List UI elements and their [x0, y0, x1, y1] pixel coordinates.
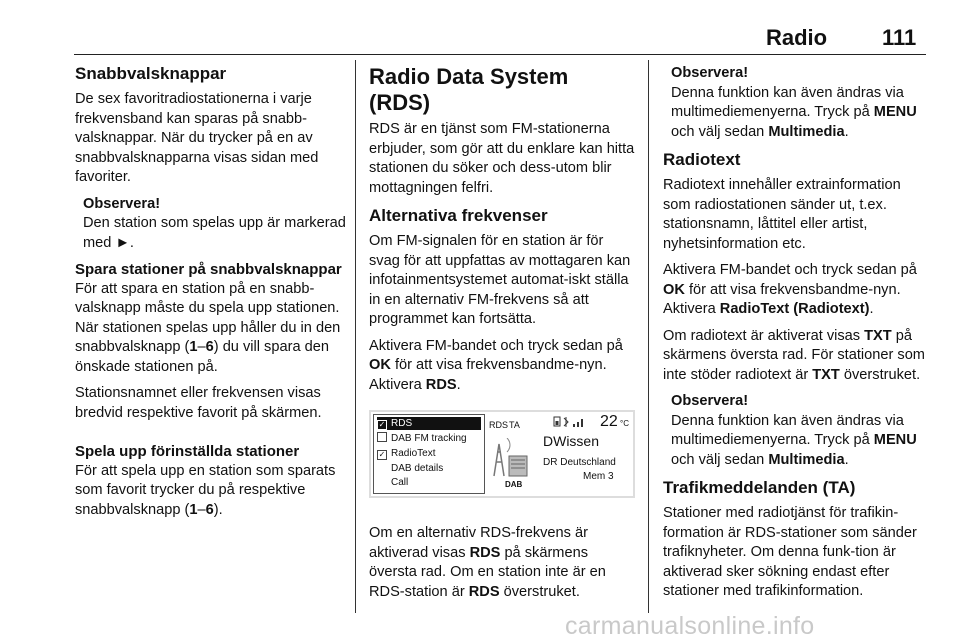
paragraph: Aktivera FM-bandet och tryck sedan på OK för att visa frekvensbandme-nyn. Aktivera RDS.: [369, 337, 623, 393]
paragraph: Stationer med radiotjänst för trafikin-formation är RDS-stationer som sänder trafiknyheter. Om denna funk-tion är aktiverad sker sökning endast efter stationer med trafikinformation.: [663, 505, 917, 599]
menu-item-rds: ✓ RDS: [377, 417, 481, 430]
radio-screen-image: [369, 410, 635, 498]
note-title: Observera!: [671, 393, 749, 409]
station-name: DWissen: [543, 433, 600, 449]
paragraph: Om en alternativ RDS-frekvens är aktiverad visas RDS på skärmens översta rad. Om en station inte är en RDS-station är RDS överstruket.: [369, 525, 606, 600]
station-subtitle: DR Deutschland: [543, 457, 616, 468]
note-box: [663, 64, 929, 142]
paragraph: RDS är en tjänst som FM-stationerna erbjuder, som gör att du enklare kan hitta stationen du söker och dess-utom blir mottagningen felfri.: [369, 121, 635, 196]
heading-alternativa-frekvenser: Alternativa frekvenser: [369, 206, 548, 225]
header-title: Radio: [766, 25, 828, 50]
paragraph: Om radiotext är aktiverat visas TXT på skärmens översta rad. För stationer som inte stöder radiotext är TXT överstruket.: [663, 327, 925, 383]
paragraph: Om FM-signalen för en station är för svag för att uppfattas av mottagaren kan infotainmentsystemet automat-iskt ställa in en alternativ FM-frekvens så att programmet kan fortsätta.: [369, 233, 631, 327]
heading-radiotext: Radiotext: [663, 150, 741, 169]
paragraph: Stationsnamnet eller frekvensen visas bredvid respektive favorit på skärmen.: [75, 385, 322, 421]
paragraph: För att spela upp en station som sparats som favorit trycker du på respektive snabbvalsknapp (1–6).: [75, 462, 336, 518]
paragraph: Aktivera FM-bandet och tryck sedan på OK för att visa frekvensbandme-nyn. Aktivera RadioText (Radiotext).: [663, 262, 917, 317]
page-header: [0, 0, 960, 52]
station-panel: [487, 414, 629, 492]
checkbox-checked-icon: ✓: [378, 450, 386, 459]
note-text: Denna funktion kan även ändras via multimediemenyerna. Tryck på MENU och välj sedan Multimedia.: [671, 84, 917, 140]
watermark: carmanualsonline.info: [565, 612, 815, 640]
memory-slot: Mem 3: [583, 471, 614, 482]
paragraph: Radiotext innehåller extrainformation som radiostationen sänder ut, t.ex. stationsnamn, låttitel eller artist, nyhetsinformation etc.: [663, 177, 901, 252]
column-2: [369, 64, 635, 609]
heading-trafikmeddelanden: Trafikmeddelanden (TA): [663, 478, 856, 497]
page-number: 111: [882, 25, 917, 50]
note-box: [75, 195, 347, 254]
column-divider-1: [355, 60, 356, 613]
note-box: [663, 392, 929, 470]
menu-item-dab-details: DAB details: [391, 463, 444, 474]
menu-item-dab-fm-tracking: DAB FM tracking: [377, 432, 467, 445]
menu-item-radiotext: ✓ RadioText: [378, 448, 436, 459]
column-1: [75, 64, 347, 527]
checkbox-empty-icon: [377, 432, 387, 442]
note-title: Observera!: [83, 195, 161, 212]
column-3: [663, 64, 929, 609]
heading-spela-upp: Spela upp förinställda stationer: [75, 443, 300, 460]
heading-snabbvalsknappar: Snabbvalsknappar: [75, 64, 227, 83]
checkbox-checked-icon: ✓: [378, 420, 386, 429]
radio-tower-icon: [489, 438, 533, 478]
menu-item-call: Call: [391, 477, 409, 488]
temperature: 22: [600, 413, 618, 430]
rds-menu: [373, 414, 485, 494]
heading-rds: Radio Data System (RDS): [369, 64, 569, 115]
note-text: Denna funktion kan även ändras via multimediemenyerna. Tryck på MENU och välj sedan Multimedia.: [671, 412, 917, 468]
heading-spara-stationer: Spara stationer på snabbvalsknappar: [75, 261, 342, 278]
paragraph: De sex favoritradiostationerna i varje frekvensband kan sparas på snabb-valsknappar. När du trycker på en av snabbvalsknapparna visas sidan med favoriter.: [75, 91, 319, 185]
temperature-unit: °C: [620, 419, 629, 428]
note-text: Den station som spelas upp är markerad med ►.: [83, 215, 346, 251]
signal-icon: [553, 416, 587, 428]
status-ta: TA: [509, 420, 520, 430]
note-title: Observera!: [671, 65, 749, 81]
paragraph: För att spara en station på en snabb-valsknapp måste du spela upp stationen. När stationen spelas upp håller du in den snabbvalsknapp (1–6) du vill spara den önskade stationen på.: [75, 280, 341, 375]
status-rds: RDS: [489, 420, 509, 430]
header-rule: [74, 54, 926, 55]
dab-label: DAB: [505, 480, 523, 489]
column-divider-2: [648, 60, 649, 613]
